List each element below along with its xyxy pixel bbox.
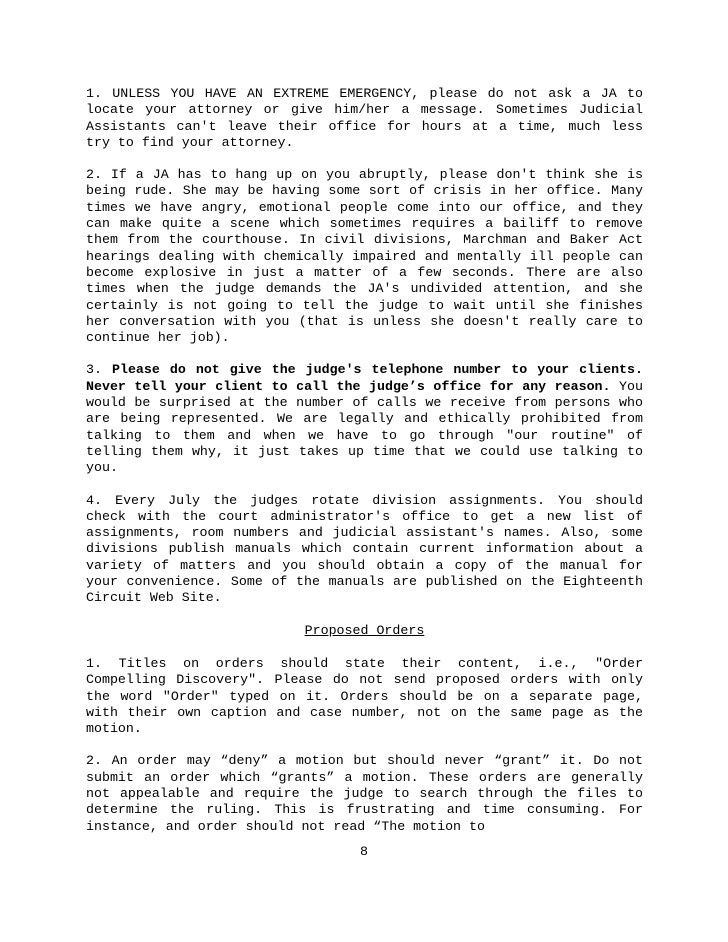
paragraph-number: 3.	[86, 362, 102, 378]
paragraph-emergency: 1. UNLESS YOU HAVE AN EXTREME EMERGENCY, please do not ask a JA to locate your attorney or give him/her a message. Sometimes Judicial Assistants can't leave their office for hours at a time, much less try to find your attorney.	[86, 86, 643, 150]
page-number: 8	[360, 844, 368, 859]
paragraph-telephone	[86, 362, 643, 476]
paragraph-july-rotation: 4. Every July the judges rotate division assignments. You should check with the court administrator's office to get a new list of assignments, room numbers and judicial assistant's names. Also, some divisions publish manuals which contain current information about a variety of matters and you should obtain a copy of the manual for your convenience. Some of the manuals are published on the Eighteenth Circuit Web Site.	[86, 492, 643, 606]
paragraph-order-titles: 1. Titles on orders should state their content, i.e., "Order Compelling Discovery". Please do not send proposed orders with only the word "Order" typed on it. Orders should be on a separate page, with their own caption and case number, not on the same page as the motion.	[86, 655, 643, 737]
body-text	[86, 86, 643, 835]
bold-warning: Please do not give the judge's telephone number to your clients. Never tell your client to call the judge’s office for any reason.	[86, 362, 643, 394]
paragraph-continuation: You would be surprised at the number of calls we receive from persons who are being represented. We are legally and ethically prohibited from talking to them and when we have to go through "our routine" of telling them why, it just takes up time that we could use talking to you.	[86, 378, 643, 476]
paragraph-order-deny: 2. An order may “deny” a motion but should never “grant” it. Do not submit an order which “grants” a motion. These orders are generally not appealable and require the judge to search through the files to determine the ruling. This is frustrating and time consuming. For instance, and order should not read “The motion to	[86, 753, 643, 834]
section-heading: Proposed Orders	[304, 622, 425, 638]
paragraph-hang-up: 2. If a JA has to hang up on you abruptly, please don't think she is being rude. She may be having some sort of crisis in her office. Many times we have angry, emotional people come into our office, and they can make quite a scene which sometimes requires a bailiff to remove them from the courthouse. In civil divisions, Marchman and Baker Act hearings dealing with chemically impaired and mentally ill people can become explosive in just a matter of a few seconds. There are also times when the judge demands the JA's undivided attention, and she certainly is not going to tell the judge to wait until she finishes her conversation with you (that is unless she doesn't really care to continue her job).	[86, 167, 643, 346]
